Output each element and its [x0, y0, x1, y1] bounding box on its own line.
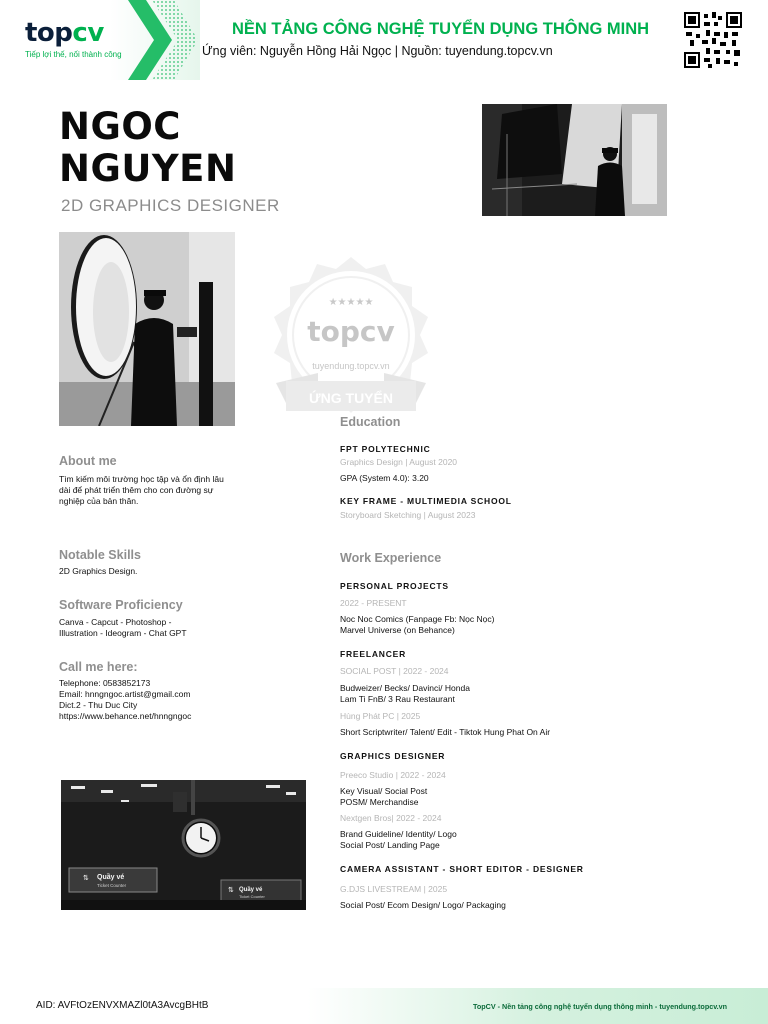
platform-title: NỀN TẢNG CÔNG NGHỆ TUYỂN DỤNG THÔNG MINH: [232, 20, 650, 38]
candidate-name: [59, 106, 236, 190]
contact-phone[interactable]: Telephone: 0583852173: [59, 678, 151, 688]
reflector-photo: [59, 232, 235, 426]
sign-2-text: Quầy vé: [239, 887, 263, 893]
work-line: Short Scriptwriter/ Talent/ Edit - Tiktok Hung Phat On Air: [340, 727, 551, 737]
education-detail: Storyboard Sketching | August 2023: [340, 510, 476, 520]
work-period: Hùng Phát PC | 2025: [340, 711, 421, 721]
watermark-brand: topcv: [307, 315, 395, 348]
contact-block: [59, 678, 191, 722]
work-lines: [340, 829, 457, 851]
work-title-camera: CAMERA ASSISTANT - SHORT EDITOR - DESIGNER: [340, 864, 584, 874]
work-title-graphics: GRAPHICS DESIGNER: [340, 751, 446, 761]
logo-cv-text: cv: [72, 18, 104, 48]
logo-top-text: top: [25, 18, 73, 48]
topcv-logo[interactable]: [25, 18, 104, 48]
footer-platform-link[interactable]: TopCV - Nền tảng công nghệ tuyển dụng thông minh - tuyendung.topcv.vn: [473, 1002, 728, 1011]
work-period: G.DJS LIVESTREAM | 2025: [340, 884, 448, 894]
education-school: KEY FRAME - MULTIMEDIA SCHOOL: [340, 496, 512, 506]
about-line: dài để phát triển thêm cho con đường sự: [59, 485, 214, 495]
about-line: Tìm kiếm môi trường học tập và ổn định lâu: [59, 474, 224, 484]
work-lines: [340, 614, 494, 636]
svg-text:★★★★★: ★★★★★: [328, 297, 374, 308]
svg-text:⇅: ⇅: [83, 874, 89, 882]
education-heading: Education: [340, 415, 401, 429]
about-heading: About me: [59, 454, 117, 468]
watermark-ribbon: ỨNG TUYỂN: [309, 390, 393, 406]
contact-email[interactable]: Email: hnngngoc.artist@gmail.com: [59, 689, 191, 699]
topcv-watermark-badge: [258, 255, 444, 433]
work-line: Noc Noc Comics (Fanpage Fb: Nọc Nọc): [340, 614, 495, 624]
work-period: SOCIAL POST | 2022 - 2024: [340, 666, 449, 676]
education-school: FPT POLYTECHNIC: [340, 444, 431, 454]
work-line: Brand Guideline/ Identity/ Logo: [340, 829, 457, 839]
work-lines: [340, 683, 470, 705]
watermark-url: tuyendung.topcv.vn: [312, 361, 390, 371]
candidate-source-line: Ứng viên: Nguyễn Hồng Hải Ngọc | Nguồn: tuyendung.topcv.vn: [202, 44, 553, 58]
contact-heading: Call me here:: [59, 660, 138, 674]
skills-text: 2D Graphics Design.: [59, 566, 138, 576]
svg-text:⇅: ⇅: [228, 886, 234, 894]
logo-tagline: Tiếp lợi thế, nối thành công: [25, 50, 122, 59]
work-title-freelancer: FREELANCER: [340, 649, 407, 659]
education-detail: Graphics Design | August 2020: [340, 457, 458, 467]
sign-1-text: Quầy vé: [97, 874, 125, 881]
work-period: Nextgen Bros| 2022 - 2024: [340, 813, 442, 823]
contact-behance-link[interactable]: https://www.behance.net/hnngngoc: [59, 711, 192, 721]
work-line: POSM/ Merchandise: [340, 797, 419, 807]
software-line: Illustration - Ideogram - Chat GPT: [59, 628, 187, 638]
work-line: Social Post/ Ecom Design/ Logo/ Packaging: [340, 900, 506, 910]
work-period: Preeco Studio | 2022 - 2024: [340, 770, 446, 780]
footer-aid: AID: AVFtOzENVXMAZl0tA3AvcgBHtB: [36, 1000, 209, 1011]
qr-code-icon[interactable]: [684, 12, 742, 68]
job-title: 2D GRAPHICS DESIGNER: [61, 196, 280, 215]
skills-heading: Notable Skills: [59, 548, 141, 562]
contact-address: Dict.2 - Thu Duc City: [59, 700, 138, 710]
about-line: nghiệp của bản thân.: [59, 496, 139, 506]
work-line: Social Post/ Landing Page: [340, 840, 440, 850]
first-name: NGOC: [59, 105, 181, 148]
work-line: Budweizer/ Becks/ Davinci/ Honda: [340, 683, 470, 693]
studio-photo-top: [482, 104, 667, 216]
work-period: 2022 - PRESENT: [340, 598, 407, 608]
about-text: [59, 474, 224, 507]
work-lines: [340, 786, 427, 808]
software-heading: Software Proficiency: [59, 598, 183, 612]
work-line: Lam Ti FnB/ 3 Rau Restaurant: [340, 694, 455, 704]
work-title-personal: PERSONAL PROJECTS: [340, 581, 449, 591]
work-line: Marvel Universe (on Behance): [340, 625, 455, 635]
work-heading: Work Experience: [340, 551, 442, 565]
last-name: NGUYEN: [59, 147, 237, 190]
chevron-decoration-icon: [128, 0, 198, 80]
work-line: Key Visual/ Social Post: [340, 786, 428, 796]
software-line: Canva - Capcut - Photoshop -: [59, 617, 172, 627]
sign-2-sub: Ticket Counter: [239, 894, 265, 899]
station-photo: [61, 780, 306, 910]
software-text: [59, 617, 187, 639]
education-gpa: GPA (System 4.0): 3.20: [340, 473, 429, 483]
sign-1-sub: Ticket Counter: [97, 883, 127, 888]
